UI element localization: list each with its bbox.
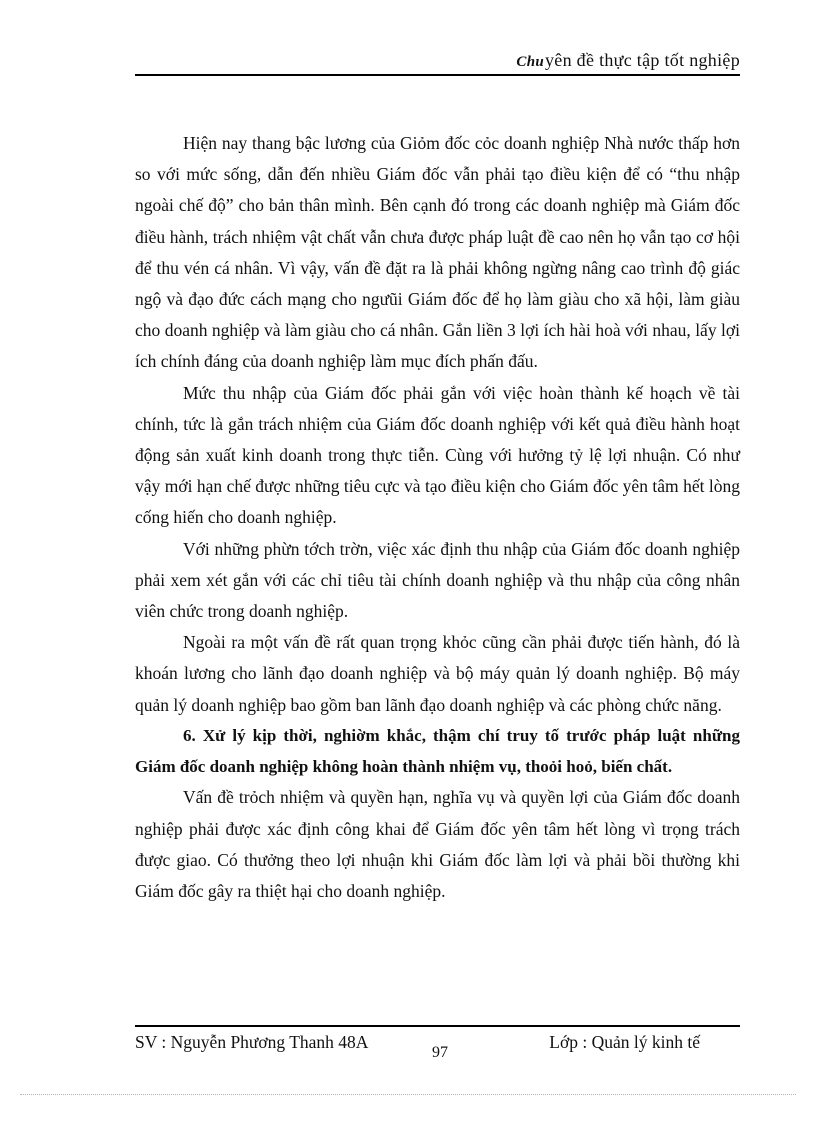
page-edge-dotted-line bbox=[20, 1094, 796, 1095]
section-heading: 6. Xử lý kịp thời, nghiờm khắc, thậm chí truy tố trước pháp luật những Giám đốc doanh nghiệp không hoàn thành nhiệm vụ, thoỏi hoỏ, biến chất. bbox=[135, 725, 740, 776]
running-header bbox=[135, 46, 740, 76]
paragraph: Hiện nay thang bậc lương của Giỏm đốc cỏc doanh nghiệp Nhà nước thấp hơn so với mức sống, dẫn đến nhiều Giám đốc vẫn phải tạo điều kiện để có “thu nhập ngoài chế độ” cho bản thân mình. Bên cạnh đó trong các doanh nghiệp mà Giám đốc điều hành, trách nhiệm vật chất vẫn chưa được pháp luật đề cao nên họ vẫn tạo cơ hội để thu vén cá nhân. Vì vậy, vấn đề đặt ra là phải không ngừng nâng cao trình độ giác ngộ và đạo đức cách mạng cho ngưũi Giám đốc để họ làm giàu cho xã hội, làm giàu cho doanh nghiệp và làm giàu cho cá nhân. Gắn liền 3 lợi ích hài hoà với nhau, lấy lợi ích chính đáng của doanh nghiệp làm mục đích phấn đấu. bbox=[135, 133, 740, 372]
paragraph: Mức thu nhập của Giám đốc phải gắn với việc hoàn thành kế hoạch về tài chính, tức là gắn trách nhiệm của Giám đốc doanh nghiệp với kết quả điều hành hoạt động sản xuất kinh doanh trong thực tiễn. Cùng với hưởng tỷ lệ lợi nhuận. Có như vậy mới hạn chế được những tiêu cực và tạo điều kiện cho Giám đốc yên tâm hết lòng cống hiến cho doanh nghiệp. bbox=[135, 382, 740, 528]
paragraph: Ngoài ra một vấn đề rất quan trọng khỏc cũng cần phải được tiến hành, đó là khoán lương cho lãnh đạo doanh nghiệp và bộ máy quản lý doanh nghiệp. Bộ máy quản lý doanh nghiệp bao gồm ban lãnh đạo doanh nghiệp và các phòng chức năng. bbox=[135, 632, 740, 715]
body-text bbox=[135, 128, 740, 907]
header-decor: Chu bbox=[516, 54, 544, 70]
footer-student: SV : Nguyễn Phương Thanh 48A bbox=[135, 1032, 369, 1052]
footer-divider bbox=[135, 1025, 740, 1027]
paragraph: Vấn đề trỏch nhiệm và quyền hạn, nghĩa vụ và quyền lợi của Giám đốc doanh nghiệp phải được xác định công khai để Giám đốc yên tâm hết lòng vì trọng trách được giao. Có thưởng theo lợi nhuận khi Giám đốc làm lợi và phải bồi thường khi Giám đốc gây ra thiệt hại cho doanh nghiệp. bbox=[135, 787, 740, 902]
page-number: 97 bbox=[432, 1044, 448, 1061]
footer-class: Lớp : Quản lý kinh tế bbox=[549, 1032, 700, 1052]
paragraph: Với những phừn tớch trờn, việc xác định thu nhập của Giám đốc doanh nghiệp phải xem xét gắn với các chỉ tiêu tài chính doanh nghiệp và thu nhập của công nhân viên chức trong doanh nghiệp. bbox=[135, 538, 740, 622]
header-title: yên đề thực tập tốt nghiệp bbox=[544, 50, 740, 70]
